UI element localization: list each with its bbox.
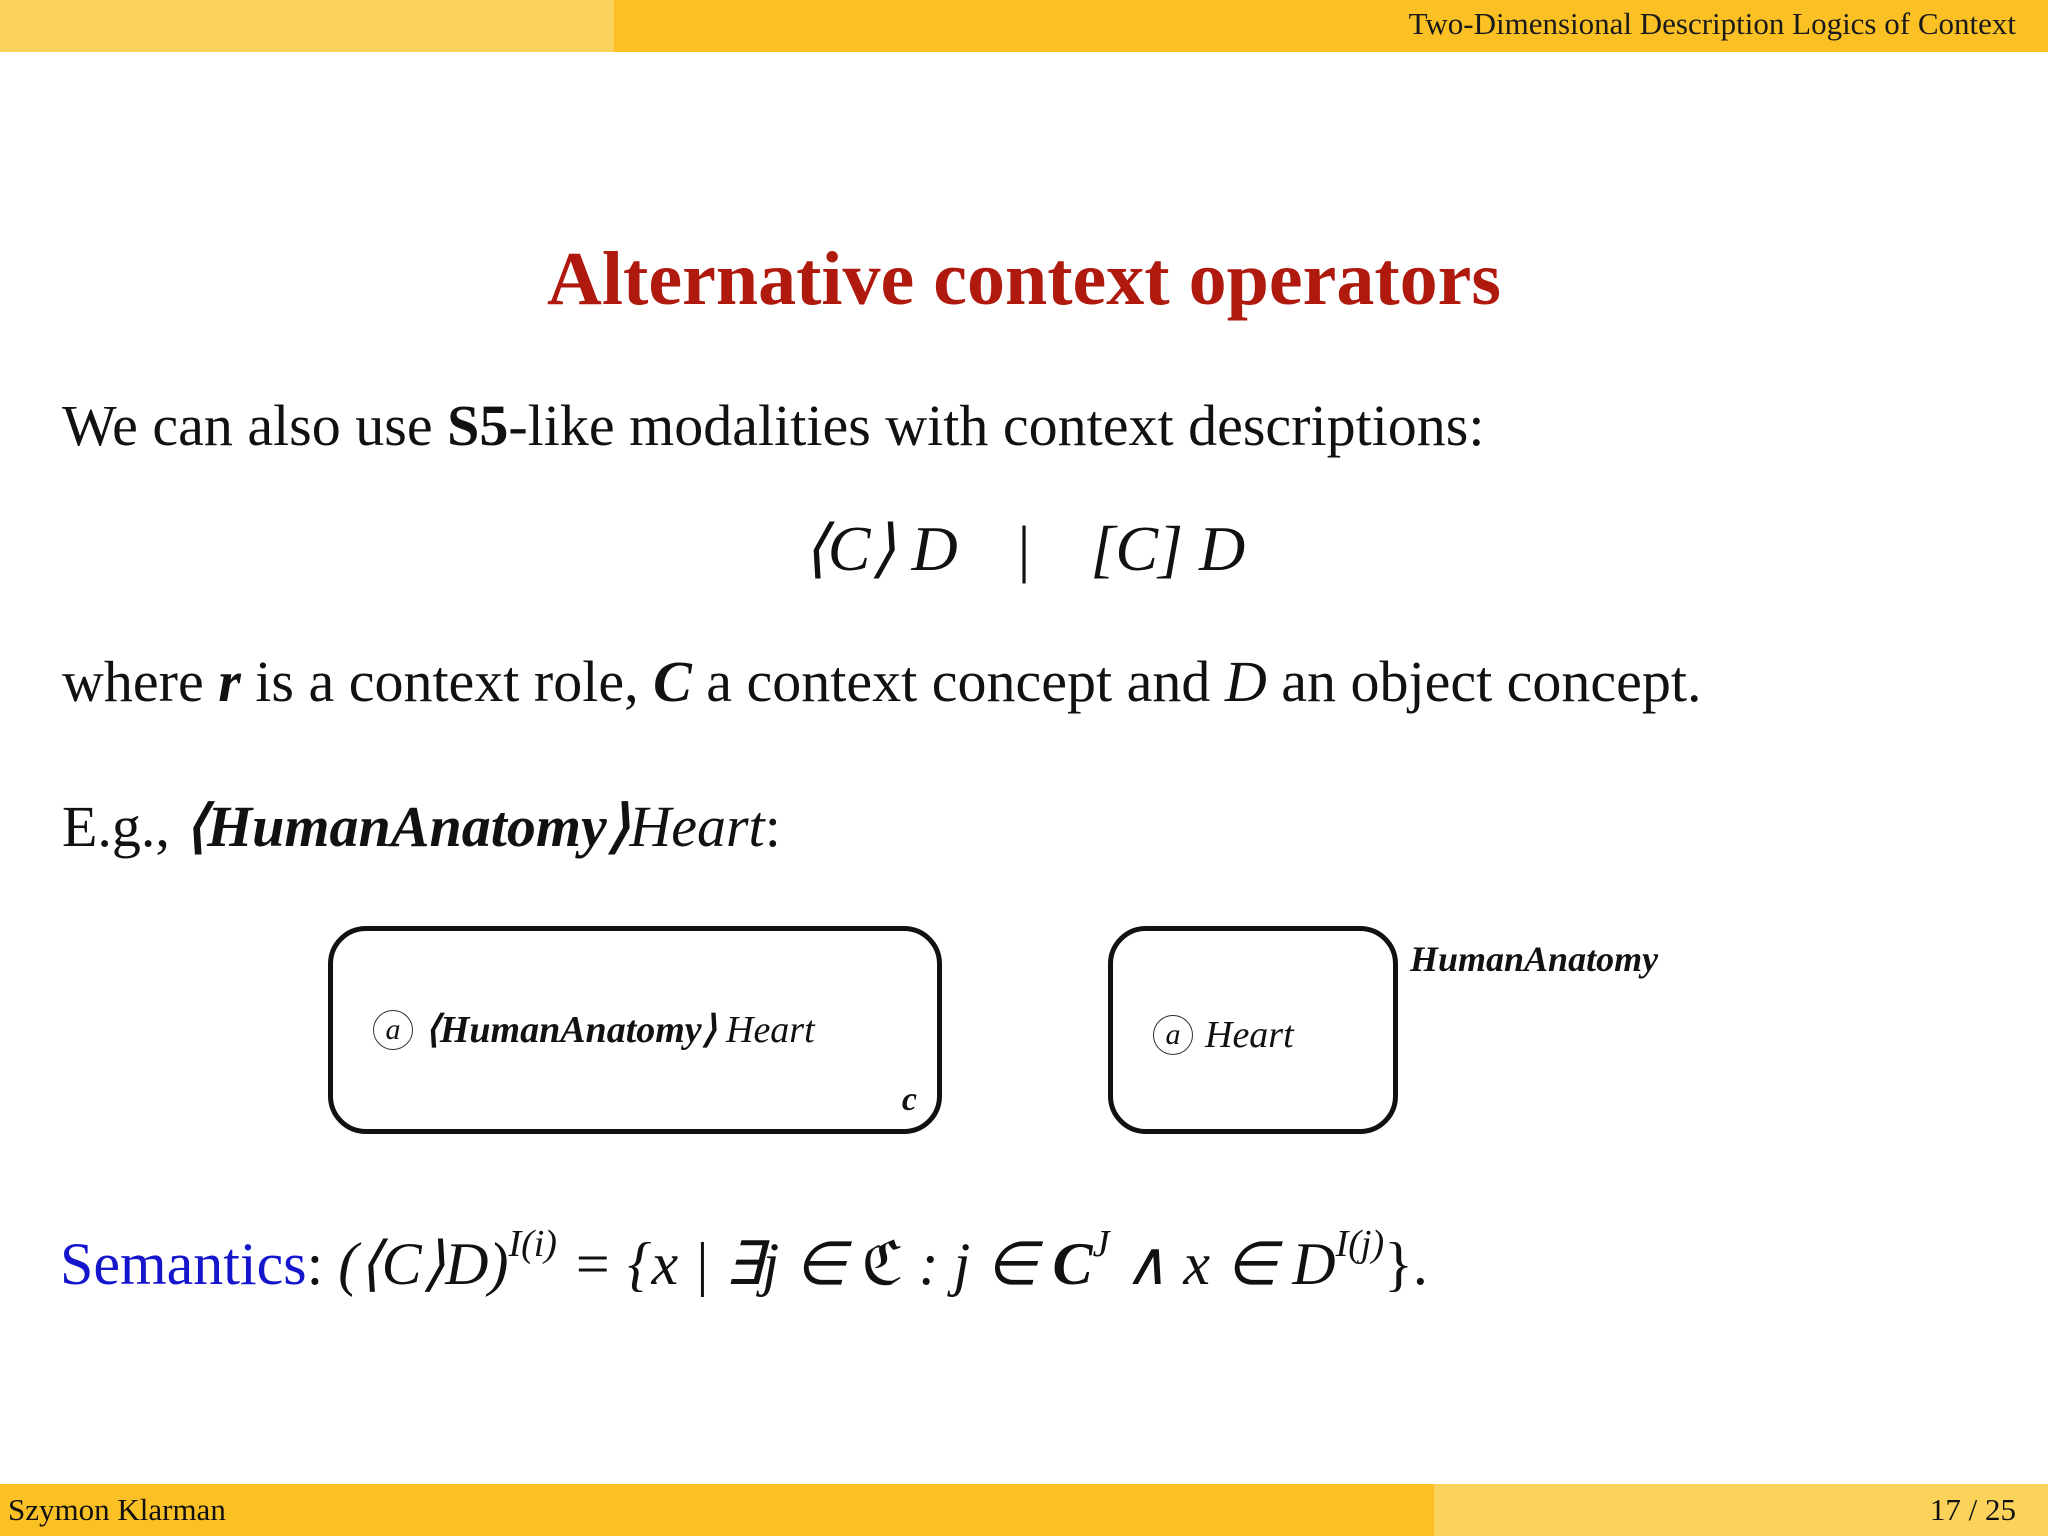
context-box-c (328, 926, 942, 1134)
where-c: C (653, 649, 692, 714)
author-name: Szymon Klarman (8, 1492, 226, 1527)
where-p3: a context concept and (691, 649, 1225, 714)
semantics-frak-c: ℭ (861, 1229, 904, 1299)
footer-bar-left (0, 1484, 1434, 1536)
example-text (62, 792, 781, 860)
semantics-end: }. (1384, 1231, 1428, 1297)
formula-box: [C] D (1090, 513, 1246, 584)
where-p2: is a context role, (240, 649, 654, 714)
left-box-concept: Heart (726, 1008, 815, 1051)
where-text (62, 648, 1702, 715)
footer-bar-right (1434, 1484, 2048, 1536)
where-p1: where (62, 649, 219, 714)
semantics-colon: : (306, 1231, 339, 1297)
semantics-body1: = {x | ∃j ∈ (556, 1231, 862, 1297)
right-box-content (1153, 1013, 1294, 1057)
semantics-body2: : j ∈ (903, 1231, 1053, 1297)
right-box-concept: Heart (1205, 1014, 1294, 1056)
semantics-label: Semantics (60, 1231, 307, 1297)
semantics-definition (60, 1222, 1428, 1299)
context-label-c: c (901, 1081, 917, 1118)
slide-title: Alternative context operators (547, 237, 1501, 321)
intro-after: -like modalities with context descriptions: (508, 393, 1485, 458)
where-p4: an object concept. (1266, 649, 1702, 714)
semantics-lhs: (⟨C⟩D) (338, 1231, 509, 1297)
modality-formula (0, 512, 2048, 586)
example-prefix: E.g., (62, 794, 185, 859)
left-box-content (373, 1007, 815, 1052)
where-r: r (218, 649, 241, 714)
semantics-lhs-sup: I(i) (508, 1223, 557, 1265)
where-d: D (1224, 649, 1267, 714)
example-ctx: ⟨HumanAnatomy⟩ (184, 794, 630, 859)
formula-separator: | (1017, 513, 1031, 584)
semantics-c-sup: J (1092, 1223, 1110, 1265)
intro-s5: S5 (447, 393, 509, 458)
intro-before: We can also use (62, 393, 448, 458)
left-box-ctx: ⟨HumanAnatomy⟩ (425, 1009, 717, 1051)
context-label-humananatomy: HumanAnatomy (1410, 939, 1659, 979)
semantics-d-sup: I(j) (1335, 1223, 1385, 1265)
individual-a-left: a (373, 1010, 413, 1050)
individual-a-right: a (1153, 1015, 1193, 1055)
example-suffix: : (764, 794, 781, 859)
header-bar (0, 0, 2048, 52)
example-concept: Heart (629, 794, 765, 859)
header-bar-left (0, 0, 614, 52)
context-box-humananatomy (1108, 926, 1398, 1134)
formula-diamond: ⟨C⟩ D (802, 513, 958, 584)
intro-text (62, 392, 1485, 459)
header-bar-right (614, 0, 2048, 52)
semantics-c: C (1052, 1231, 1093, 1297)
presentation-title: Two-Dimensional Description Logics of Context (1408, 6, 2016, 41)
page-number: 17 / 25 (1929, 1492, 2016, 1527)
semantics-body3: ∧ x ∈ D (1109, 1231, 1336, 1297)
footer-bar (0, 1484, 2048, 1536)
